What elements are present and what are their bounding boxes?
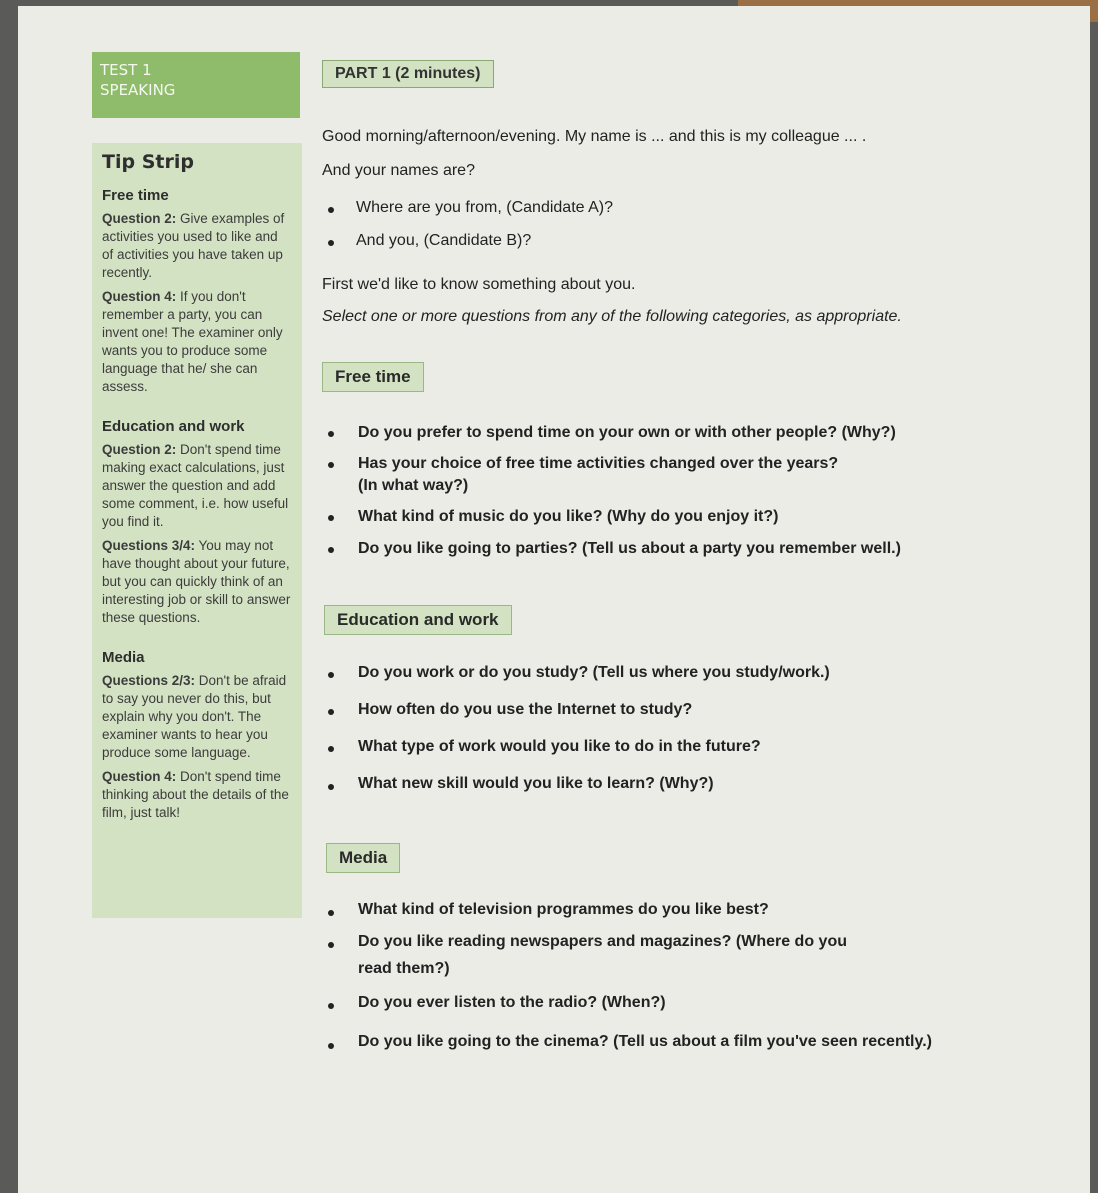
tip-label: Question 4: <box>102 289 177 304</box>
tip-item <box>102 537 292 627</box>
tip-item <box>102 672 292 762</box>
tip-item <box>102 288 292 396</box>
question-item: How often do you use the Internet to study? <box>358 701 693 718</box>
question-item: What new skill would you like to learn? (Why?) <box>358 775 714 792</box>
tip-text: You may not have thought about your future, but you can quickly think of an interesting job or skill to answer these questions. <box>102 538 291 625</box>
tip-heading: Media <box>102 649 145 666</box>
bullet-icon <box>328 1003 334 1009</box>
question-item: Do you ever listen to the radio? (When?) <box>358 994 666 1011</box>
tip-strip-title: Tip Strip <box>102 151 194 173</box>
tip-label: Question 4: <box>102 769 177 784</box>
question-item: What kind of television programmes do you like best? <box>358 901 769 918</box>
tip-text: Don't be afraid to say you never do this, but explain why you don't. The examiner wants to hear you produce some language. <box>102 673 287 760</box>
category-free-time: Free time <box>322 362 424 392</box>
bullet-icon <box>328 709 334 715</box>
tip-text: Don't spend time making exact calculations, just answer the question and add some comment, i.e. how useful you find it. <box>102 442 289 529</box>
bullet-icon <box>328 1043 334 1049</box>
tip-label: Questions 3/4: <box>102 538 196 553</box>
question-item: Do you like going to the cinema? (Tell us about a film you've seen recently.) <box>358 1033 932 1050</box>
part-title: PART 1 (2 minutes) <box>322 60 494 88</box>
question-item: (In what way?) <box>358 477 469 494</box>
first-line: First we'd like to know something about you. <box>322 276 636 293</box>
tip-text: Don't spend time thinking about the details of the film, just talk! <box>102 769 289 820</box>
where-b-line: And you, (Candidate B)? <box>356 232 532 249</box>
tip-section-free-time <box>102 187 292 396</box>
question-item: What type of work would you like to do in the future? <box>358 738 761 755</box>
tip-heading: Education and work <box>102 418 245 435</box>
tip-text: If you don't remember a party, you can invent one! The examiner only wants you to produce some language that he/ she can assess. <box>102 289 283 394</box>
greeting-line: Good morning/afternoon/evening. My name is ... and this is my colleague ... . <box>322 128 867 145</box>
test-label: TEST 1 <box>100 61 152 79</box>
where-a-line <box>356 199 613 217</box>
tip-label: Questions 2/3: <box>102 673 196 688</box>
test-header <box>92 52 300 118</box>
tip-heading: Free time <box>102 187 169 204</box>
bullet-icon <box>328 431 334 437</box>
bullet-icon <box>328 462 334 468</box>
tip-section-media <box>102 649 292 822</box>
section-label: SPEAKING <box>100 81 176 99</box>
question-item: read them?) <box>358 960 450 977</box>
question-item: Do you work or do you study? (Tell us where you study/work.) <box>358 664 830 681</box>
question-item: Do you prefer to spend time on your own or with other people? (Why?) <box>358 424 896 441</box>
tip-text: Give examples of activities you used to like and of activities you have taken up recently. <box>102 211 285 280</box>
tip-item <box>102 210 292 282</box>
bullet-icon <box>328 942 334 948</box>
where-a-text: Where are you from, (Candidate A)? <box>356 199 614 216</box>
names-line: And your names are? <box>322 162 475 179</box>
bullet-icon <box>328 207 334 213</box>
question-item: What kind of music do you like? (Why do you enjoy it?) <box>358 508 779 525</box>
bullet-icon <box>328 240 334 246</box>
category-media: Media <box>326 843 400 873</box>
tip-label: Question 2: <box>102 211 177 226</box>
tip-item <box>102 768 292 822</box>
question-item: Do you like reading newspapers and magazines? (Where do you <box>358 933 847 950</box>
select-line: Select one or more questions from any of the following categories, as appropriate. <box>322 308 902 325</box>
tip-label: Question 2: <box>102 442 177 457</box>
bullet-icon <box>328 910 334 916</box>
tip-item <box>102 441 292 531</box>
bullet-icon <box>328 547 334 553</box>
bullet-icon <box>328 515 334 521</box>
question-item: Has your choice of free time activities changed over the years? <box>358 455 839 472</box>
tip-strip <box>92 143 302 918</box>
bullet-icon <box>328 784 334 790</box>
tip-section-education <box>102 418 292 627</box>
bullet-icon <box>328 746 334 752</box>
question-item: Do you like going to parties? (Tell us about a party you remember well.) <box>358 540 901 557</box>
bullet-icon <box>328 672 334 678</box>
category-education: Education and work <box>324 605 512 635</box>
